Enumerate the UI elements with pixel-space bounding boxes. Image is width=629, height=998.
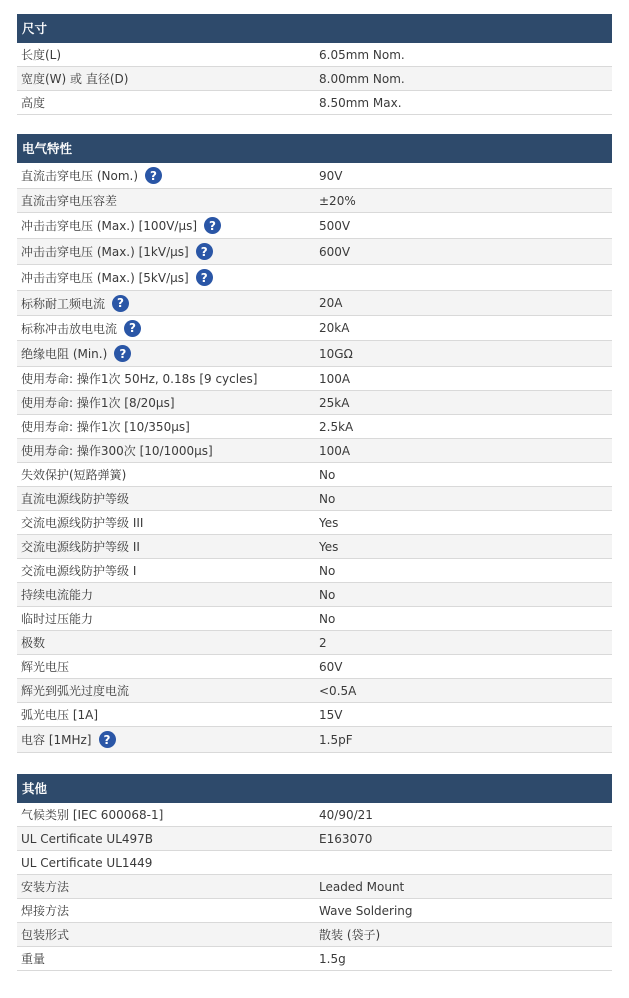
table-row [17, 316, 612, 341]
table-row [17, 875, 612, 899]
table-row [17, 265, 612, 291]
section-dimensions [17, 14, 612, 115]
row-label: 直流电源线防护等级 [21, 492, 130, 506]
row-value: 1.5pF [319, 732, 353, 747]
help-icon[interactable]: ? [114, 345, 131, 362]
help-icon[interactable]: ? [196, 269, 213, 286]
row-value: No [319, 491, 336, 506]
row-value: No [319, 587, 336, 602]
table-row [17, 43, 612, 67]
row-label-cell [21, 679, 129, 702]
row-value: 100A [319, 443, 351, 458]
table-row [17, 583, 612, 607]
table-row [17, 163, 612, 189]
row-value: No [319, 563, 336, 578]
row-label-cell [21, 535, 140, 558]
table-row [17, 899, 612, 923]
row-label: 宽度(W) 或 直径(D) [21, 72, 129, 86]
row-label: 电容 [1MHz] [21, 733, 92, 747]
row-label: 使用寿命: 操作1次 50Hz, 0.18s [9 cycles] [21, 372, 258, 386]
row-value: E163070 [319, 831, 373, 846]
row-value: 15V [319, 707, 343, 722]
help-icon[interactable]: ? [145, 167, 162, 184]
row-value: 25kA [319, 395, 350, 410]
row-label-cell [21, 583, 93, 606]
row-label-cell [21, 415, 190, 438]
table-row [17, 367, 612, 391]
row-label-cell [21, 827, 153, 850]
row-label-cell [21, 851, 152, 874]
row-value: Leaded Mount [319, 879, 405, 894]
row-label: 安装方法 [21, 880, 70, 894]
row-value: No [319, 611, 336, 626]
row-value: 60V [319, 659, 343, 674]
row-value: <0.5A [319, 683, 357, 698]
row-label-cell [21, 67, 128, 90]
table-row [17, 239, 612, 265]
row-label-cell [21, 316, 141, 340]
row-value: Wave Soldering [319, 903, 413, 918]
row-label: 直流击穿电压容差 [21, 194, 118, 208]
row-label: 标称冲击放电电流 [21, 321, 118, 336]
table-row [17, 655, 612, 679]
table-row [17, 439, 612, 463]
row-label: 长度(L) [21, 48, 62, 62]
row-label-cell [21, 607, 93, 630]
table-row [17, 535, 612, 559]
row-value: 1.5g [319, 951, 346, 966]
help-icon[interactable]: ? [204, 217, 221, 234]
section-other [17, 774, 612, 971]
row-label-cell [21, 463, 126, 486]
row-label: 辉光电压 [21, 660, 70, 674]
row-value: 2 [319, 635, 327, 650]
row-value: 8.00mm Nom. [319, 71, 405, 86]
row-label: UL Certificate UL497B [21, 831, 154, 846]
table-row [17, 631, 612, 655]
row-label: 失效保护(短路弹簧) [21, 468, 127, 482]
help-icon[interactable]: ? [112, 295, 129, 312]
row-label-cell [21, 239, 213, 264]
row-label-cell [21, 341, 131, 366]
table-row [17, 679, 612, 703]
row-value: 10GΩ [319, 346, 353, 361]
table-row [17, 803, 612, 827]
row-label: 弧光电压 [1A] [21, 708, 99, 722]
table-row [17, 703, 612, 727]
row-label: 持续电流能力 [21, 588, 94, 602]
table-row [17, 415, 612, 439]
row-label-cell [21, 367, 257, 390]
row-label: 冲击击穿电压 (Max.) [100V/µs] [21, 219, 198, 233]
row-value: 2.5kA [319, 419, 354, 434]
row-value: 散装 (袋子) [319, 928, 381, 942]
row-label-cell [21, 487, 129, 510]
row-label: 重量 [21, 952, 46, 966]
row-label-cell [21, 189, 117, 212]
row-label-cell [21, 727, 116, 752]
table-row [17, 463, 612, 487]
row-value: 600V [319, 244, 351, 259]
table-row [17, 559, 612, 583]
section-header: 其他 [17, 774, 612, 803]
row-value: Yes [319, 539, 339, 554]
table-row [17, 391, 612, 415]
row-label: 标称耐工频电流 [21, 296, 106, 311]
row-label-cell [21, 91, 45, 114]
table-row [17, 213, 612, 239]
row-label-cell [21, 923, 69, 946]
row-label-cell [21, 291, 129, 315]
row-label: 直流击穿电压 (Nom.) [21, 169, 139, 183]
table-row [17, 487, 612, 511]
row-label: 冲击击穿电压 (Max.) [5kV/µs] [21, 271, 189, 285]
table-row [17, 851, 612, 875]
row-value: 100A [319, 371, 351, 386]
row-label-cell [21, 703, 98, 726]
section-electrical [17, 134, 612, 753]
row-value: 40/90/21 [319, 807, 373, 822]
row-label: 高度 [21, 96, 46, 110]
row-value: No [319, 467, 336, 482]
row-label: 交流电源线防护等级 II [21, 540, 140, 554]
section-header: 尺寸 [17, 14, 612, 43]
row-label-cell [21, 511, 143, 534]
table-row [17, 189, 612, 213]
row-label-cell [21, 391, 175, 414]
help-icon[interactable]: ? [99, 731, 116, 748]
row-label: 绝缘电阻 (Min.) [21, 347, 108, 361]
row-label-cell [21, 947, 45, 970]
row-label-cell [21, 163, 162, 188]
row-label: UL Certificate UL1449 [21, 855, 153, 870]
row-label-cell [21, 43, 61, 66]
row-value: 6.05mm Nom. [319, 47, 405, 62]
table-row [17, 67, 612, 91]
table-row [17, 827, 612, 851]
row-label-cell [21, 631, 45, 654]
row-label: 极数 [21, 636, 46, 650]
row-label-cell [21, 655, 69, 678]
row-label: 包装形式 [21, 928, 70, 942]
help-icon[interactable]: ? [124, 320, 141, 337]
row-value: ±20% [319, 193, 356, 208]
row-label: 气候类别 [IEC 600068-1] [21, 808, 164, 822]
row-label: 交流电源线防护等级 I [21, 564, 137, 578]
table-row [17, 511, 612, 535]
row-label-cell [21, 439, 213, 462]
row-label-cell [21, 803, 163, 826]
table-row [17, 91, 612, 115]
table-row [17, 607, 612, 631]
row-label: 临时过压能力 [21, 612, 94, 626]
row-label-cell [21, 213, 221, 238]
table-row [17, 291, 612, 316]
table-row [17, 727, 612, 753]
row-value: 90V [319, 168, 343, 183]
table-row [17, 923, 612, 947]
row-label-cell [21, 899, 69, 922]
row-label: 使用寿命: 操作1次 [10/350µs] [21, 420, 190, 434]
row-value: 20kA [319, 321, 350, 335]
row-value: Yes [319, 515, 339, 530]
row-label-cell [21, 265, 213, 290]
help-icon[interactable]: ? [196, 243, 213, 260]
row-label: 焊接方法 [21, 904, 70, 918]
row-label-cell [21, 875, 69, 898]
section-header: 电气特性 [17, 134, 612, 163]
row-label: 使用寿命: 操作1次 [8/20µs] [21, 396, 175, 410]
row-value: 20A [319, 296, 343, 310]
table-row [17, 341, 612, 367]
row-label-cell [21, 559, 136, 582]
row-label: 交流电源线防护等级 III [21, 516, 144, 530]
row-label: 冲击击穿电压 (Max.) [1kV/µs] [21, 245, 189, 259]
table-row [17, 947, 612, 971]
row-label: 使用寿命: 操作300次 [10/1000µs] [21, 444, 213, 458]
row-value: 500V [319, 218, 351, 233]
row-label: 辉光到弧光过度电流 [21, 684, 130, 698]
row-value: 8.50mm Max. [319, 95, 402, 110]
